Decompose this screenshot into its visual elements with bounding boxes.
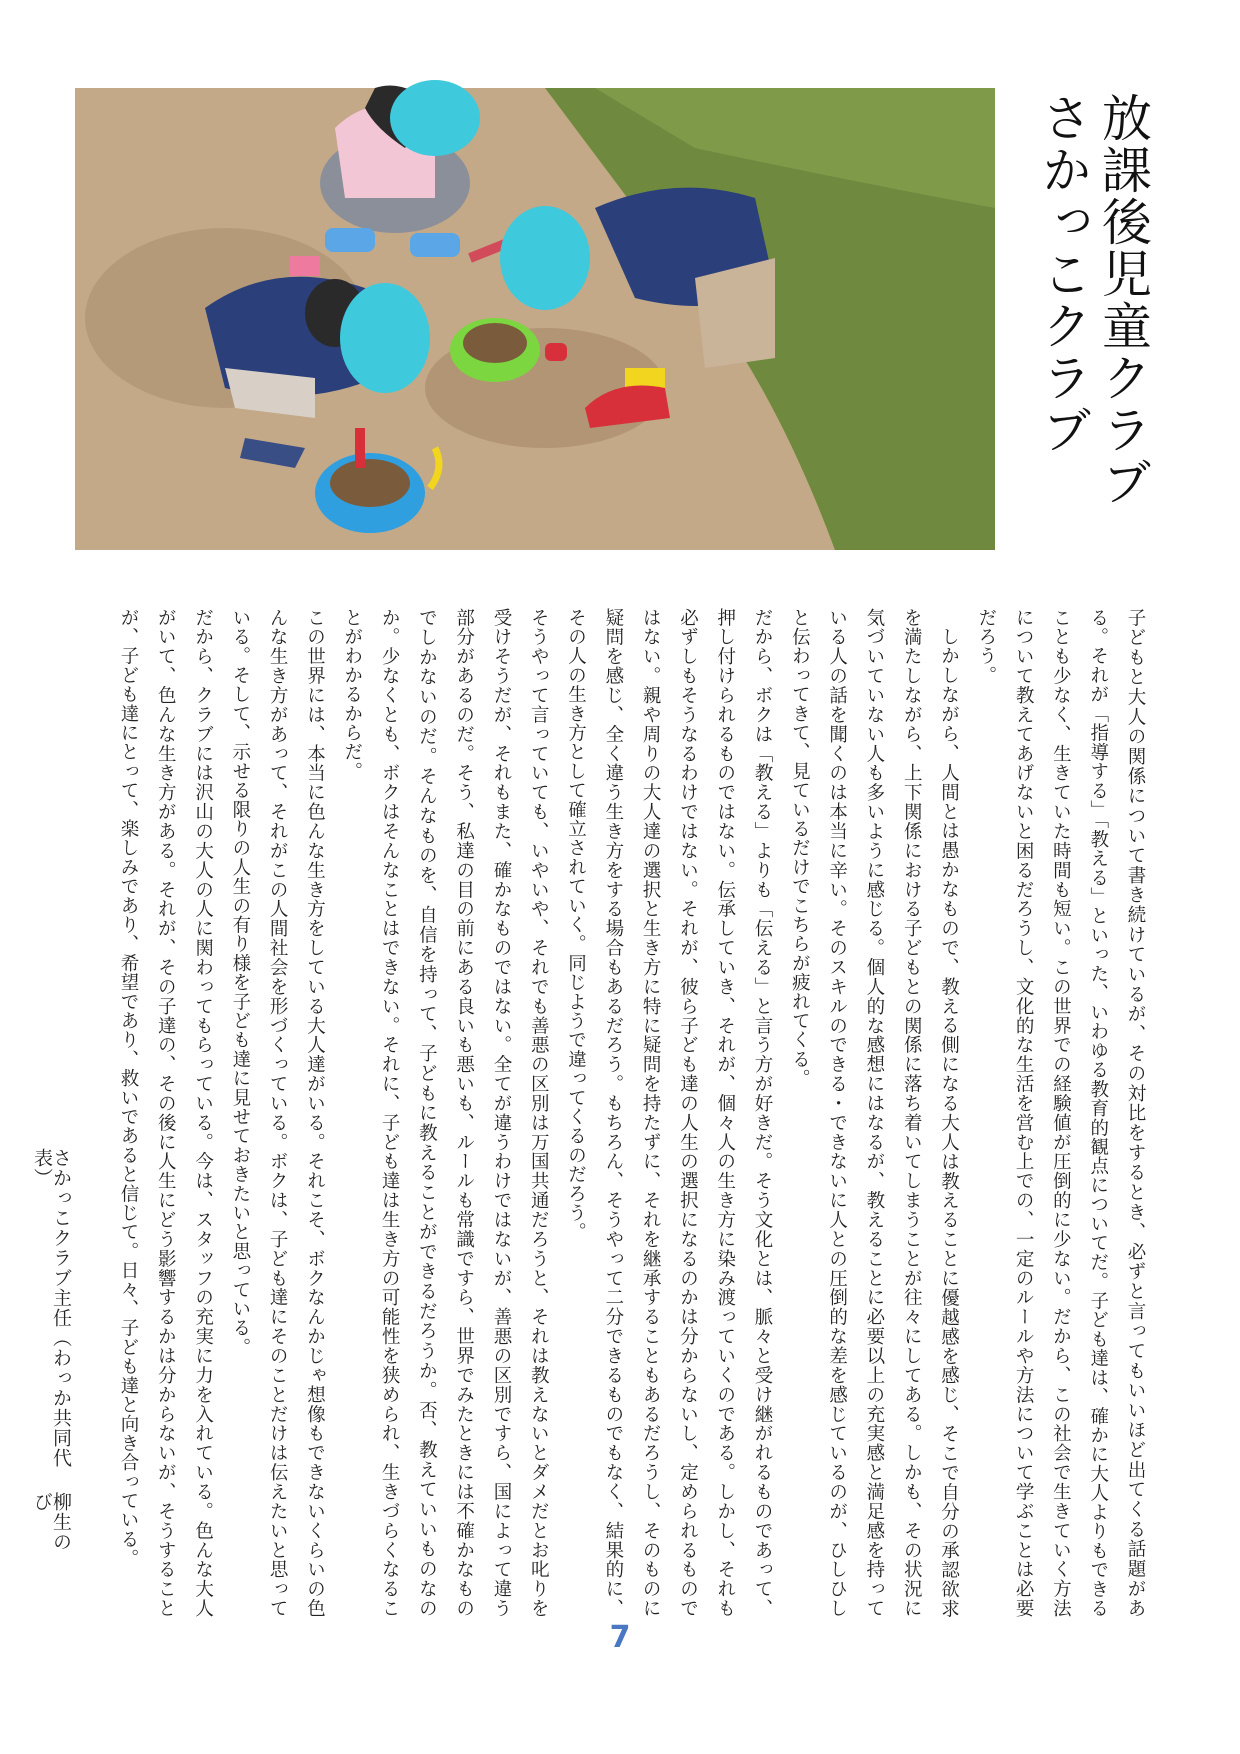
author-name: 柳生のび xyxy=(31,1491,72,1552)
page-subtitle: さかっこクラブ xyxy=(1034,92,1092,456)
article-paragraph: だから、ボクは「教える」よりも「伝える」と言う方が好きだ。そう文化とは、脈々と受け継がれるものであって、押し付けられるものではない。伝承していき、それが、個々人の生き方に染み渡っていくのである。しかし、それも必ずしもそうなるわけではない。それが、彼ら子ども達の人生の選択になるのかは分からないし、定められるものではない。親や周りの大人達の選択と生き方に特に疑問を持たずに、それを継承することもあるだろうし、そのものに疑問を感じ、全く違う生き方をする場合もあるだろう。もちろん、そうやって二分できるものでもなく、結果的に、その人の生き方として確立されていく。同じようで違ってくるのだろう。 xyxy=(565,608,774,1618)
article-body xyxy=(117,608,1154,1618)
article-paragraph: 子どもと大人の関係について書き続けているが、その対比をするとき、必ずと言ってもいいほど出てくる話題がある。それが「指導する」「教える」といった、いわゆる教育的観点についてだ。子ども達は、確かに大人よりもできることも少なく、生きていた時間も短い。この世界での経験値が圧倒的に少ない。だから、この社会で生きていく方法について教えてあげないと困るだろうし、文化的な生活を営む上での、一定のルールや方法について学ぶことは必要だろう。 xyxy=(975,608,1146,1618)
photo-illustration xyxy=(75,88,995,550)
article-paragraph: だから、クラブには沢山の大人の人に関わってもらっている。今は、スタッフの充実に力を入れている。色んな大人がいて、色んな生き方がある。それが、その子達の、その後に人生にどう影響するかは分からないが、そうすることが、子ども達にとって、楽しみであり、希望であり、救いであると信じて。日々、子ども達と向き合っている。 xyxy=(117,608,214,1618)
author-role: さかっこクラブ主任（わっか共同代表） xyxy=(31,1148,72,1468)
article-paragraph: しかしながら、人間とは愚かなもので、教える側になる大人は教えることに優越感を感じ、そこで自分の承認欲求を満たしながら、上下関係における子どもとの関係に落ち着いてしまうことが往々にしてある。しかも、その状況に気づいていない人も多いように感じる。個人的な感想にはなるが、教えることに必要以上の充実感と満足感を持っている人の話を聞くのは本当に辛い。そのスキルのできる・できないに人との圧倒的な差を感じているのが、ひしひしと伝わってきて、見ているだけでこちらが疲れてくる。 xyxy=(789,608,960,1618)
page-number: 7 xyxy=(609,1620,631,1655)
article-paragraph: この世界には、本当に色んな生き方をしている大人達がいる。それこそ、ボクなんかじゃ想像もできないくらいの色んな生き方があって、それがこの人間社会を形づくっている。ボクは、子ども達にそのことだけは伝えたいと思っている。そして、示せる限りの人生の有り様を子ども達に見せておきたいと思っている。 xyxy=(229,608,326,1618)
page-title: 放課後児童クラブ xyxy=(1094,92,1152,508)
children-playing-photo xyxy=(75,88,995,550)
article-paragraph: そうやって言っていても、いやいや、それでも善悪の区別は万国共通だろうと、それは教えないとダメだとお叱りを受けそうだが、それもまた、確かなものではない。全てが違うわけではないが、善悪の区別ですら、国によって違う部分があるのだ。そう、私達の目の前にある良いも悪いも、ルールも常識ですら、世界でみたときには不確かなものでしかないのだ。そんなものを、自信を持って、子どもに教えることができるだろうか。否、教えていいものなのか。少なくとも、ボクはそんなことはできない。それに、子ども達は生き方の可能性を狭められ、生きづらくなることがわかるからだ。 xyxy=(341,608,550,1618)
author-signature xyxy=(31,1148,72,1568)
